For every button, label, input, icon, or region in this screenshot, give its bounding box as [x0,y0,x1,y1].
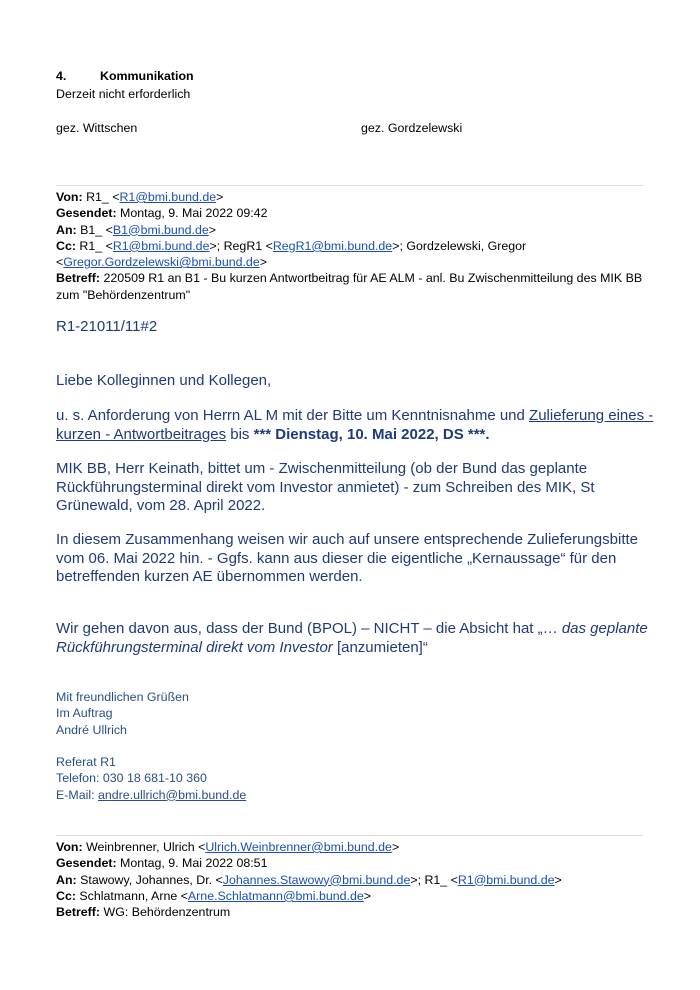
email1-cc-link1[interactable]: R1@bmi.bund.de [112,238,210,253]
signature-contact [56,754,246,803]
body-paragraph-4: Wir gehen davon aus, dass der Bund (BPOL) – NICHT – die Absicht hat „… das geplante Rückführungsterminal direkt vom Investor [anzumieten]“ [56,620,648,656]
signed-left: gez. Wittschen [56,121,138,135]
email2-to-link2[interactable]: R1@bmi.bund.de [457,872,555,887]
signature-email-link[interactable]: andre.ullrich@bmi.bund.de [98,787,247,802]
email1-from: Von: R1_ <R1@bmi.bund.de> [56,190,224,204]
signature-dept: Referat R1 [56,755,116,769]
email1-to: An: B1_ <B1@bmi.bund.de> [56,222,217,237]
email2-cc-link[interactable]: Arne.Schlatmann@bmi.bund.de [187,888,364,903]
section-heading [56,68,194,84]
email2-to-link1[interactable]: Johannes.Stawowy@bmi.bund.de [222,872,411,887]
signature-email: E-Mail: andre.ullrich@bmi.bund.de [56,787,247,802]
body-greeting: Liebe Kolleginnen und Kollegen, [56,372,272,389]
section-text: Derzeit nicht erforderlich [56,87,191,101]
email2-from-link[interactable]: Ulrich.Weinbrenner@bmi.bund.de [205,840,392,854]
email1-subject-cont: zum "Behördenzentrum" [56,287,191,302]
email1-cc: Cc: R1_ <R1@bmi.bund.de>; RegR1 <RegR1@bmi.bund.de>; Gordzelewski, Gregor [56,238,527,253]
body-link-1[interactable]: Zulieferung eines - [529,407,654,424]
email2-from: Von: Weinbrenner, Ulrich <Ulrich.Weinbrenner@bmi.bund.de> [56,840,400,854]
section-title: Kommunikation [100,69,194,83]
section-number: 4. [56,69,67,83]
email2-cc: Cc: Schlatmann, Arne <Arne.Schlatmann@bmi.bund.de> [56,888,371,903]
divider [56,185,643,186]
email2-subject: Betreff: WG: Behördenzentrum [56,905,231,920]
signed-right: gez. Gordzelewski [361,121,463,135]
signature [56,689,189,738]
body-paragraph-1: u. s. Anforderung von Herrn AL M mit der Bitte um Kenntnisnahme und Zulieferung eines - kurzen - Antwortbeitrages bis *** Dienstag, 10. Mai 2022, DS ***. [56,407,654,443]
signature-name: André Ullrich [56,722,127,737]
email1-subject: Betreff: 220509 R1 an B1 - Bu kurzen Antwortbeitrag für AE ALM - anl. Bu Zwischenmitteilung des MIK BB [56,271,643,286]
email1-to-link[interactable]: B1@bmi.bund.de [112,222,209,237]
email1-from-link[interactable]: R1@bmi.bund.de [119,190,217,204]
email1-cc-cont: <Gregor.Gordzelewski@bmi.bund.de> [56,255,267,270]
email1-cc-link3[interactable]: Gregor.Gordzelewski@bmi.bund.de [63,255,260,270]
email1-sent: Gesendet: Montag, 9. Mai 2022 09:42 [56,206,268,221]
body-ref: R1-21011/11#2 [56,318,158,335]
signature-order: Im Auftrag [56,706,113,721]
email2-header [56,839,656,920]
signature-closing: Mit freundlichen Grüßen [56,690,189,704]
body-paragraph-3: In diesem Zusammenhang weisen wir auch auf unsere entsprechende Zulieferungsbitte vom 06. Mai 2022 hin. - Ggfs. kann aus dieser die eigentliche „Kernaussage“ für den betreffenden kurzen AE übernommen werden. [56,531,638,586]
body-paragraph-2: MIK BB, Herr Keinath, bittet um - Zwischenmitteilung (ob der Bund das geplante Rückführungsterminal direkt vom Investor anmietet) - zum Schreiben des MIK, St Grünewald, vom 28. April 2022. [56,460,595,515]
email1-header [56,189,656,303]
email2-sent: Gesendet: Montag, 9. Mai 2022 08:51 [56,856,268,871]
email2-to: An: Stawowy, Johannes, Dr. <Johannes.Stawowy@bmi.bund.de>; R1_ <R1@bmi.bund.de> [56,872,562,887]
body-link-2[interactable]: kurzen - Antwortbeitrages [56,425,227,443]
divider-2 [56,835,643,836]
signature-phone: Telefon: 030 18 681-10 360 [56,771,207,786]
email1-cc-link2[interactable]: RegR1@bmi.bund.de [272,238,393,253]
